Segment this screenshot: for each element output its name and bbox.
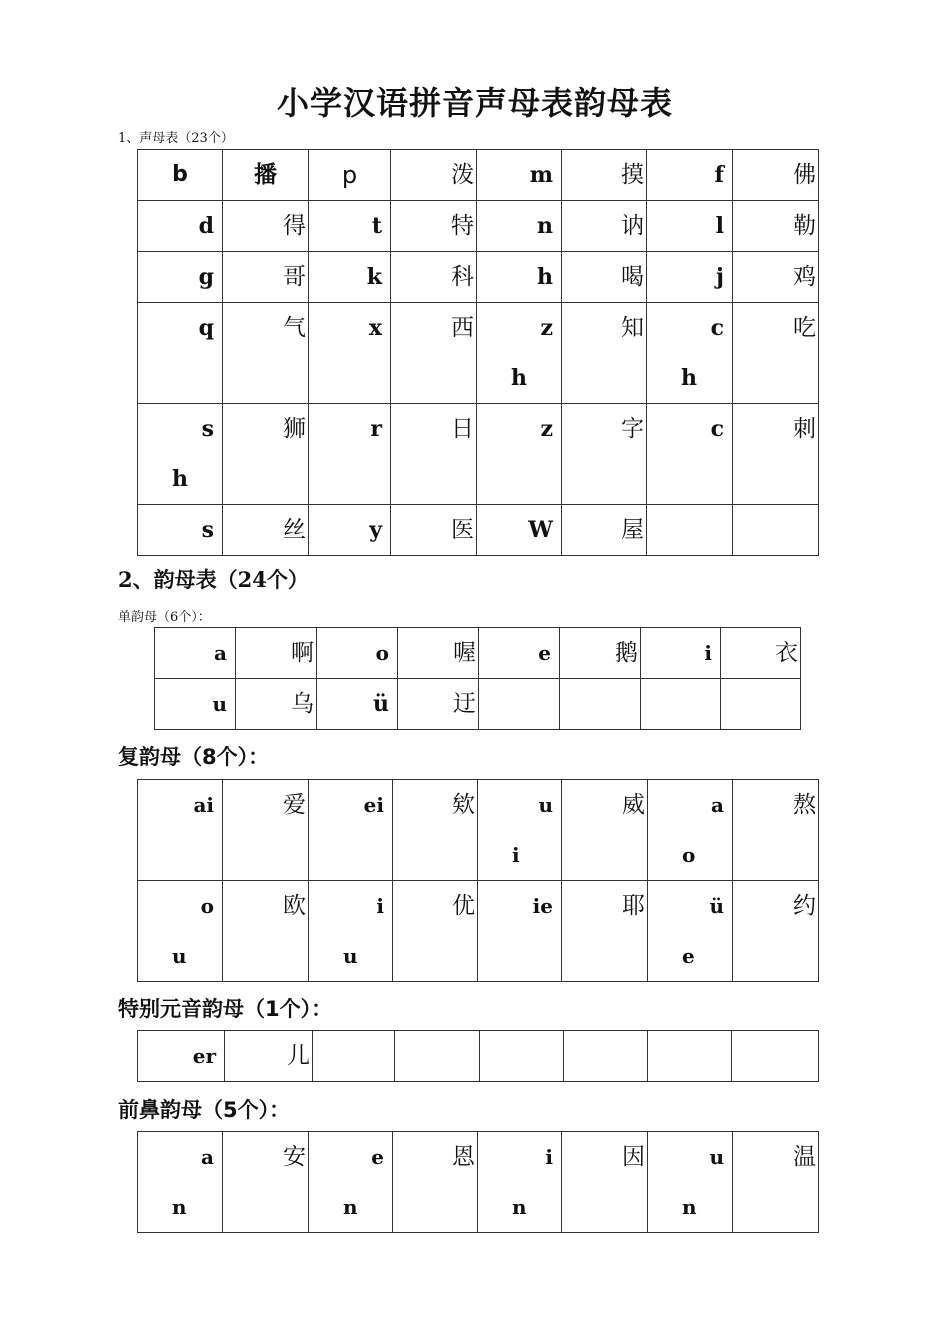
pinyin-cell: y: [309, 505, 391, 556]
hanzi-cell: 播: [223, 150, 309, 201]
pinyin-part: o: [200, 894, 214, 918]
pinyin-part: u: [538, 793, 553, 817]
pinyin-part: u: [172, 944, 187, 968]
pinyin-cell: [648, 1132, 733, 1233]
pinyin-cell: ü: [317, 679, 398, 730]
subsection-label-qianbi: 前鼻韵母（5个）：: [118, 1098, 291, 1122]
pinyin-cell: [309, 881, 393, 982]
hanzi-cell: 爱: [223, 780, 309, 881]
hanzi-cell: 鹅: [560, 628, 641, 679]
pinyin-cell: [647, 303, 733, 404]
hanzi-cell: [721, 679, 801, 730]
pinyin-part: o: [682, 843, 696, 867]
hanzi-cell: 威: [562, 780, 648, 881]
hanzi-cell: [560, 679, 641, 730]
pinyin-cell: [641, 679, 721, 730]
hanzi-cell: 恩: [393, 1132, 478, 1233]
hanzi-cell: 迂: [398, 679, 479, 730]
hanzi-cell: 得: [223, 201, 309, 252]
pinyin-cell: m: [477, 150, 562, 201]
hanzi-cell: 西: [391, 303, 477, 404]
table-row: [138, 1132, 819, 1233]
pinyin-cell: [138, 404, 223, 505]
pinyin-cell: [648, 881, 733, 982]
hanzi-cell: 哥: [223, 252, 309, 303]
hanzi-cell: 屋: [562, 505, 647, 556]
hanzi-cell: 吃: [733, 303, 819, 404]
pinyin-cell: [648, 1031, 732, 1082]
pinyin-part: i: [545, 1145, 553, 1169]
pinyin-part: u: [343, 944, 358, 968]
pinyin-cell: [138, 1132, 223, 1233]
pinyin-part: e: [682, 944, 695, 968]
shengmu-table: [137, 149, 819, 556]
hanzi-cell: 狮: [223, 404, 309, 505]
pinyin-cell: l: [647, 201, 733, 252]
pinyin-cell: j: [647, 252, 733, 303]
pinyin-cell: d: [138, 201, 223, 252]
table-row: [138, 303, 819, 404]
hanzi-cell: 喔: [398, 628, 479, 679]
pinyin-part: s: [201, 416, 214, 442]
hanzi-cell: 佛: [733, 150, 819, 201]
pinyin-part: h: [511, 365, 527, 391]
hanzi-cell: 欸: [393, 780, 478, 881]
pinyin-cell: c: [647, 404, 733, 505]
fuyunmu-table: [137, 779, 819, 982]
pinyin-cell: [309, 1132, 393, 1233]
pinyin-cell: [480, 1031, 564, 1082]
pinyin-cell: u: [155, 679, 236, 730]
hanzi-cell: 儿: [225, 1031, 313, 1082]
pinyin-cell: ai: [138, 780, 223, 881]
pinyin-cell: e: [479, 628, 560, 679]
pinyin-cell: g: [138, 252, 223, 303]
pinyin-part: e: [371, 1145, 384, 1169]
pinyin-cell: [478, 1132, 562, 1233]
pinyin-part: h: [172, 466, 188, 492]
pinyin-cell: r: [309, 404, 391, 505]
hanzi-cell: [732, 1031, 819, 1082]
hanzi-cell: 摸: [562, 150, 647, 201]
hanzi-cell: 丝: [223, 505, 309, 556]
pinyin-cell: i: [641, 628, 721, 679]
hanzi-cell: 耶: [562, 881, 648, 982]
table-row: [155, 628, 801, 679]
pinyin-part: n: [172, 1195, 187, 1219]
pinyin-cell: k: [309, 252, 391, 303]
hanzi-cell: [564, 1031, 648, 1082]
pinyin-cell: [478, 780, 562, 881]
table-row: [138, 252, 819, 303]
pinyin-cell: er: [138, 1031, 225, 1082]
pinyin-cell: [477, 303, 562, 404]
pinyin-cell: ei: [309, 780, 393, 881]
hanzi-cell: 优: [393, 881, 478, 982]
danyunmu-table: [154, 627, 801, 730]
pinyin-cell: W: [477, 505, 562, 556]
pinyin-part: h: [681, 365, 697, 391]
pinyin-part: u: [709, 1145, 724, 1169]
hanzi-cell: 气: [223, 303, 309, 404]
table-row: [138, 505, 819, 556]
pinyin-part: z: [540, 315, 553, 341]
pinyin-part: n: [682, 1195, 697, 1219]
hanzi-cell: 约: [733, 881, 819, 982]
hanzi-cell: 鸡: [733, 252, 819, 303]
teshu-table: [137, 1030, 819, 1082]
hanzi-cell: 衣: [721, 628, 801, 679]
pinyin-cell: s: [138, 505, 223, 556]
hanzi-cell: 因: [562, 1132, 648, 1233]
subsection-label-teshu: 特别元音韵母（1个）：: [118, 997, 333, 1021]
table-row: [138, 1031, 819, 1082]
section-label-shengmu: 1、声母表（23个）: [118, 131, 234, 146]
hanzi-cell: 熬: [733, 780, 819, 881]
qianbi-table: [137, 1131, 819, 1233]
pinyin-cell: ie: [478, 881, 562, 982]
hanzi-cell: 泼: [391, 150, 477, 201]
table-row: [138, 780, 819, 881]
pinyin-cell: f: [647, 150, 733, 201]
hanzi-cell: 医: [391, 505, 477, 556]
pinyin-cell: [648, 780, 733, 881]
table-row: [138, 201, 819, 252]
hanzi-cell: 喝: [562, 252, 647, 303]
pinyin-cell: [647, 505, 733, 556]
pinyin-part: n: [343, 1195, 358, 1219]
hanzi-cell: 字: [562, 404, 647, 505]
pinyin-cell: p: [309, 150, 391, 201]
hanzi-cell: 乌: [236, 679, 317, 730]
subsection-label-fuyunmu: 复韵母（8个）：: [118, 745, 270, 769]
pinyin-cell: h: [477, 252, 562, 303]
pinyin-part: c: [710, 315, 724, 341]
pinyin-cell: [313, 1031, 395, 1082]
pinyin-cell: x: [309, 303, 391, 404]
page-title: 小学汉语拼音声母表韵母表: [276, 84, 673, 122]
pinyin-part: a: [711, 793, 724, 817]
subsection-label-danyunmu: 单韵母（6个）：: [118, 610, 211, 625]
pinyin-cell: z: [477, 404, 562, 505]
section-label-yunmu: 2、韵母表（24个）: [118, 567, 309, 592]
pinyin-part: ü: [709, 894, 724, 918]
hanzi-cell: 啊: [236, 628, 317, 679]
hanzi-cell: 温: [733, 1132, 819, 1233]
hanzi-cell: 勒: [733, 201, 819, 252]
pinyin-cell: [138, 881, 223, 982]
table-row: [138, 404, 819, 505]
pinyin-cell: q: [138, 303, 223, 404]
pinyin-part: i: [512, 843, 520, 867]
hanzi-cell: 日: [391, 404, 477, 505]
table-row: [138, 150, 819, 201]
hanzi-cell: [733, 505, 819, 556]
pinyin-cell: n: [477, 201, 562, 252]
table-row: [155, 679, 801, 730]
hanzi-cell: 安: [223, 1132, 309, 1233]
pinyin-cell: [479, 679, 560, 730]
hanzi-cell: [395, 1031, 480, 1082]
pinyin-cell: t: [309, 201, 391, 252]
pinyin-part: i: [376, 894, 384, 918]
hanzi-cell: 刺: [733, 404, 819, 505]
pinyin-cell: a: [155, 628, 236, 679]
pinyin-cell: b: [138, 150, 223, 201]
hanzi-cell: 欧: [223, 881, 309, 982]
hanzi-cell: 讷: [562, 201, 647, 252]
pinyin-cell: o: [317, 628, 398, 679]
pinyin-part: a: [201, 1145, 214, 1169]
hanzi-cell: 科: [391, 252, 477, 303]
pinyin-part: n: [512, 1195, 527, 1219]
hanzi-cell: 知: [562, 303, 647, 404]
hanzi-cell: 特: [391, 201, 477, 252]
table-row: [138, 881, 819, 982]
